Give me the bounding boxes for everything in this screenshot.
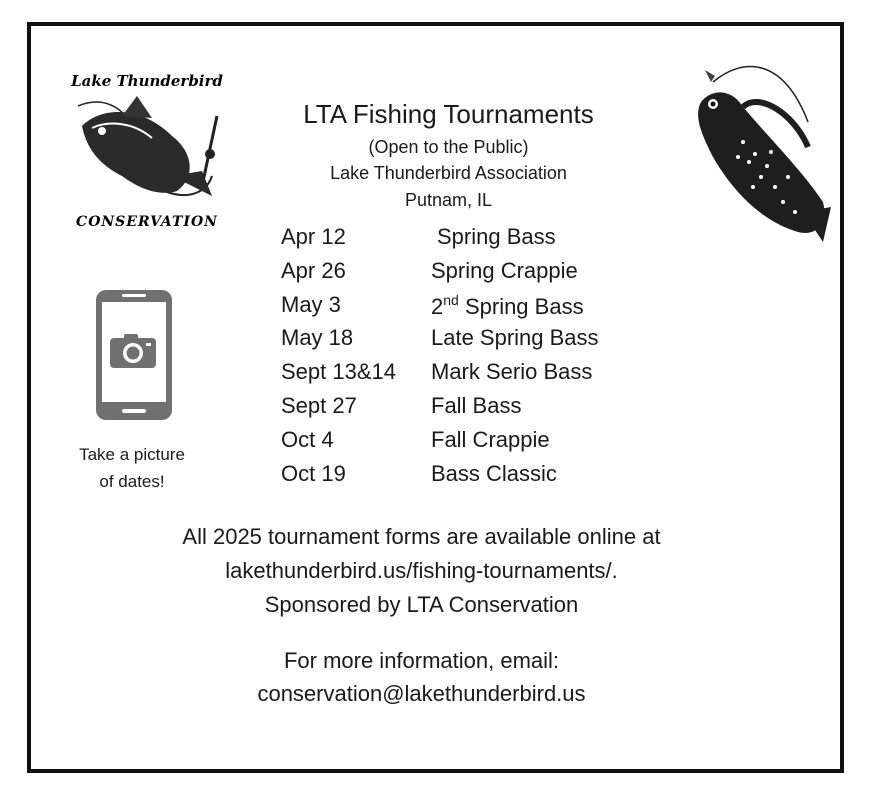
sponsor-line: Sponsored by LTA Conservation — [264, 592, 579, 617]
caption-line-2: of dates! — [99, 472, 165, 491]
schedule-date: Apr 26 — [281, 257, 346, 283]
ordinal-number: 2 — [431, 293, 444, 319]
schedule-event: Mark Serio Bass — [431, 359, 593, 385]
logo-bottom-text: CONSERVATION — [76, 214, 218, 230]
subtitle: (Open to the Public) — [368, 137, 529, 157]
schedule-date: Apr 12 — [281, 224, 346, 249]
contact-email[interactable]: conservation@lakethunderbird.us — [257, 681, 586, 706]
schedule-event: Fall Bass — [431, 392, 522, 418]
schedule-event: Fall Crappie — [431, 426, 550, 452]
phone-caption — [62, 441, 202, 495]
schedule-date: Oct 4 — [281, 426, 334, 452]
schedule-event: Late Spring Bass — [431, 325, 599, 351]
info-line: For more information, email: — [283, 648, 560, 673]
ordinal-suffix: nd — [443, 291, 459, 308]
schedule-date: May 3 — [281, 291, 341, 317]
schedule-date: Sept 27 — [281, 392, 357, 418]
schedule-event — [431, 292, 584, 320]
schedule-date: May 18 — [281, 325, 354, 351]
logo-top-text: Lake Thunderbird — [71, 72, 223, 90]
page-title: LTA Fishing Tournaments — [303, 99, 594, 129]
location: Putnam, IL — [404, 190, 493, 210]
schedule-event: Spring Crappie — [431, 257, 578, 283]
caption-line-1: Take a picture — [79, 445, 185, 464]
forms-url[interactable]: lakethunderbird.us/fishing-tournaments/. — [225, 558, 618, 583]
schedule-event-name: Spring Bass — [464, 293, 584, 319]
schedule-event: Spring Bass — [437, 224, 556, 249]
forms-line-1: All 2025 tournament forms are available online at — [182, 524, 661, 549]
schedule-event: Bass Classic — [431, 460, 557, 486]
schedule-date: Sept 13&14 — [281, 359, 396, 385]
phone-camera-graphic — [96, 290, 172, 420]
organization-name: Lake Thunderbird Association — [330, 163, 567, 183]
schedule-date: Oct 19 — [281, 460, 346, 486]
phone-camera-icon — [96, 290, 172, 420]
